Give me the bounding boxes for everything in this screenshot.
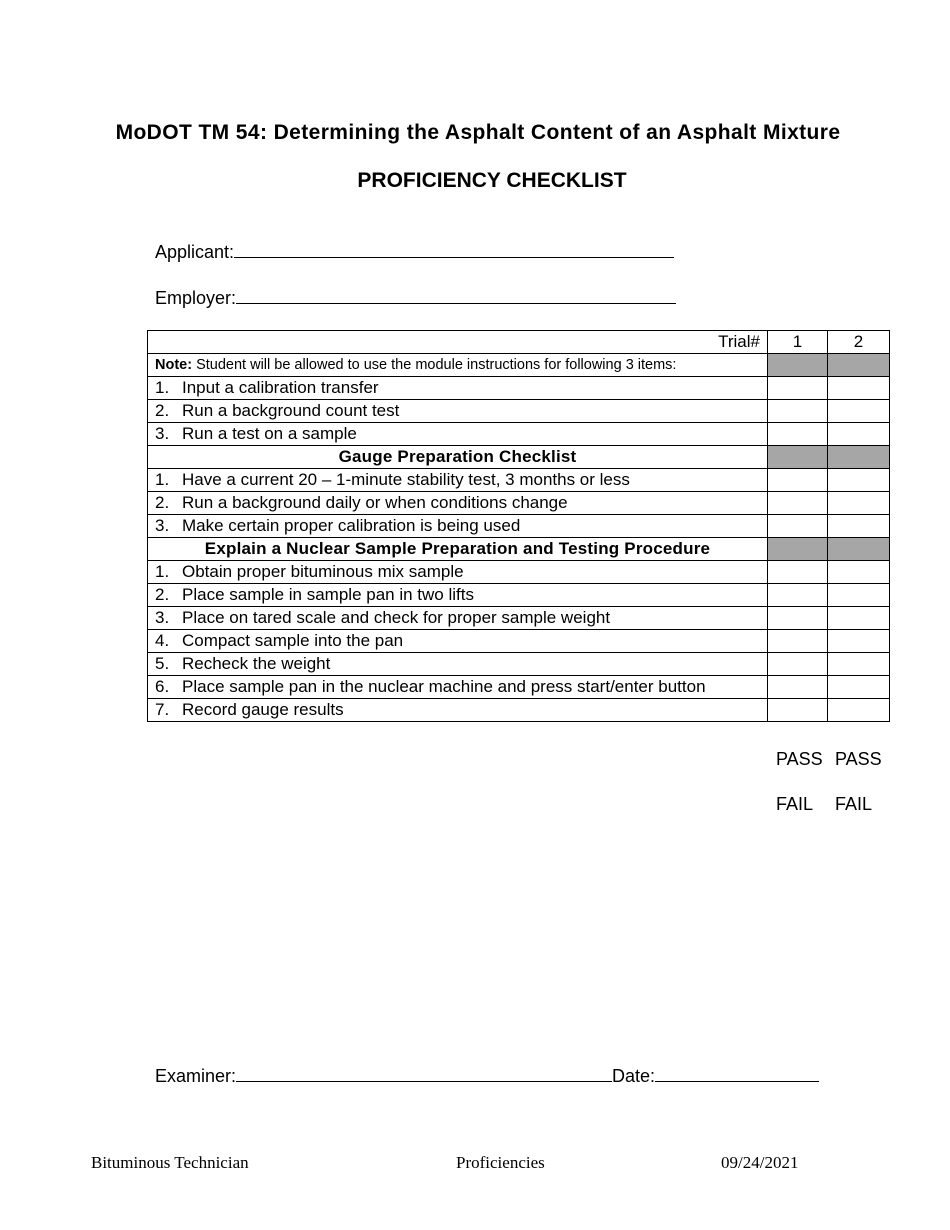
trial-1-cell[interactable] [768, 676, 828, 699]
trial-2-cell [828, 354, 890, 377]
trial-2-cell[interactable] [828, 400, 890, 423]
trial-1-header: 1 [768, 331, 828, 354]
trial-1-cell[interactable] [768, 469, 828, 492]
trial-1-cell [768, 538, 828, 561]
employer-line[interactable] [236, 286, 676, 304]
table-row [148, 607, 890, 630]
trial-2-cell[interactable] [828, 561, 890, 584]
item-text: Make certain proper calibration is being used [182, 516, 521, 535]
trial-1-cell[interactable] [768, 515, 828, 538]
table-row [148, 377, 890, 400]
trial-1-cell[interactable] [768, 400, 828, 423]
trial-2-cell[interactable] [828, 492, 890, 515]
table-row [148, 492, 890, 515]
trial-2-cell[interactable] [828, 515, 890, 538]
table-row [148, 653, 890, 676]
proficiency-table [147, 330, 890, 722]
trial-2-cell[interactable] [828, 584, 890, 607]
note-row [148, 354, 890, 377]
item-text: Place sample in sample pan in two lifts [182, 585, 474, 604]
item-number: 2. [155, 401, 170, 420]
trial-2-cell[interactable] [828, 377, 890, 400]
trial-2-cell[interactable] [828, 653, 890, 676]
item-number: 1. [155, 470, 170, 489]
table-row [148, 676, 890, 699]
trial-1-cell[interactable] [768, 607, 828, 630]
trial-1-cell[interactable] [768, 630, 828, 653]
trial-1-cell[interactable] [768, 377, 828, 400]
item-number: 1. [155, 562, 170, 581]
item-text: Have a current 20 – 1-minute stability test, 3 months or less [182, 470, 630, 489]
trial-2-header: 2 [828, 331, 890, 354]
nuclear-procedure-heading: Explain a Nuclear Sample Preparation and Testing Procedure [148, 538, 768, 561]
applicant-field [155, 240, 674, 263]
trial-2-cell[interactable] [828, 607, 890, 630]
item-text: Obtain proper bituminous mix sample [182, 562, 464, 581]
item-number: 4. [155, 631, 170, 650]
item-number: 3. [155, 424, 170, 443]
item-text: Input a calibration transfer [182, 378, 379, 397]
trial-2-cell[interactable] [828, 423, 890, 446]
item-number: 5. [155, 654, 170, 673]
trial-1-cell[interactable] [768, 423, 828, 446]
section-heading-row [148, 538, 890, 561]
item-number: 2. [155, 585, 170, 604]
footer-date: 09/24/2021 [721, 1153, 799, 1172]
footer-center: Proficiencies [456, 1153, 545, 1172]
document-subtitle: PROFICIENCY CHECKLIST [357, 169, 627, 192]
examiner-line[interactable] [236, 1064, 612, 1082]
trial-2-cell [828, 538, 890, 561]
table-row [148, 561, 890, 584]
document-title: MoDOT TM 54: Determining the Asphalt Content of an Asphalt Mixture [115, 121, 841, 144]
trial-2-cell[interactable] [828, 699, 890, 722]
table-row [148, 630, 890, 653]
item-text: Compact sample into the pan [182, 631, 404, 650]
trial-1-cell[interactable] [768, 584, 828, 607]
trial-label: Trial# [148, 331, 768, 354]
trial-2-cell[interactable] [828, 630, 890, 653]
item-text: Run a test on a sample [182, 424, 357, 443]
examiner-field [155, 1064, 819, 1087]
trial-1-cell[interactable] [768, 653, 828, 676]
table-row [148, 584, 890, 607]
pass-trial-2[interactable]: PASS [835, 749, 882, 769]
date-line[interactable] [655, 1064, 819, 1082]
table-row [148, 515, 890, 538]
applicant-label: Applicant: [155, 242, 235, 262]
date-label: Date: [612, 1066, 656, 1086]
trial-1-cell[interactable] [768, 492, 828, 515]
item-number: 6. [155, 677, 170, 696]
trial-1-cell[interactable] [768, 561, 828, 584]
trial-header-row [148, 331, 890, 354]
item-text: Recheck the weight [182, 654, 331, 673]
item-number: 3. [155, 608, 170, 627]
employer-label: Employer: [155, 288, 237, 308]
item-number: 3. [155, 516, 170, 535]
trial-2-cell [828, 446, 890, 469]
trial-2-cell[interactable] [828, 469, 890, 492]
item-text: Run a background daily or when conditions change [182, 493, 568, 512]
fail-trial-1[interactable]: FAIL [776, 794, 814, 814]
trial-1-cell[interactable] [768, 699, 828, 722]
table-row [148, 400, 890, 423]
item-text: Place on tared scale and check for proper sample weight [182, 608, 611, 627]
trial-1-cell [768, 354, 828, 377]
item-number: 1. [155, 378, 170, 397]
examiner-label: Examiner: [155, 1066, 237, 1086]
item-text: Run a background count test [182, 401, 400, 420]
footer-left: Bituminous Technician [91, 1153, 249, 1172]
table-row [148, 423, 890, 446]
section-heading-row [148, 446, 890, 469]
trial-1-cell [768, 446, 828, 469]
fail-trial-2[interactable]: FAIL [835, 794, 873, 814]
item-number: 2. [155, 493, 170, 512]
table-row [148, 469, 890, 492]
employer-field [155, 286, 676, 309]
note-label: Note: [155, 357, 193, 373]
applicant-line[interactable] [234, 240, 674, 258]
note-text: Student will be allowed to use the module instructions for following 3 items: [192, 357, 677, 373]
item-text: Record gauge results [182, 700, 344, 719]
pass-trial-1[interactable]: PASS [776, 749, 823, 769]
gauge-preparation-heading: Gauge Preparation Checklist [148, 446, 768, 469]
item-text: Place sample pan in the nuclear machine and press start/enter button [182, 677, 706, 696]
item-number: 7. [155, 700, 170, 719]
trial-2-cell[interactable] [828, 676, 890, 699]
table-row [148, 699, 890, 722]
